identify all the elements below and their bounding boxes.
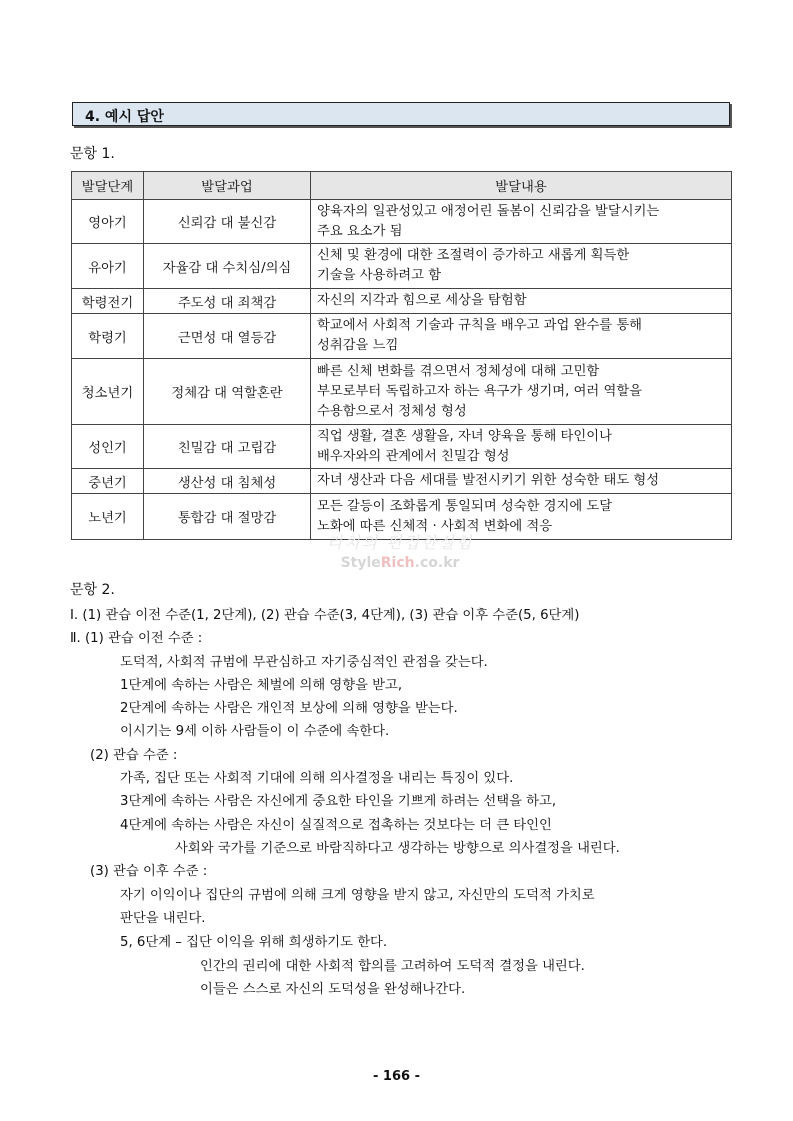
answer-line: 2단계에 속하는 사람은 개인적 보상에 의해 영향을 받는다.: [120, 701, 458, 716]
table-row: [72, 359, 732, 425]
content-cell: [311, 200, 732, 244]
section-header: [72, 102, 730, 126]
answer-line: (2) 관습 수준 :: [90, 748, 178, 763]
table-row: [72, 289, 732, 314]
content-cell: [311, 314, 732, 359]
stage-cell: 성인기: [72, 425, 144, 469]
content-cell: [311, 469, 732, 494]
task-cell: 신뢰감 대 불신감: [144, 200, 311, 244]
answer-line: 이시기는 9세 이하 사람들이 이 수준에 속한다.: [120, 724, 390, 739]
watermark-script: 리치의 편집한실험: [326, 533, 474, 552]
task-cell: 자율감 대 수치심/의심: [144, 244, 311, 289]
table-row: [72, 314, 732, 359]
answer-line: 인간의 권리에 대한 사회적 합의를 고려하여 도덕적 결정을 내린다.: [200, 959, 585, 974]
content-line: 노화에 따른 신체적 · 사회적 변화에 적응: [317, 518, 553, 534]
answer-line: (3) 관습 이후 수준 :: [90, 864, 208, 879]
answer-line: 3단계에 속하는 사람은 자신에게 중요한 타인을 기쁘게 하려는 선택을 하고,: [120, 794, 557, 809]
content-line: 신체 및 환경에 대한 조절력이 증가하고 새롭게 획득한: [317, 248, 630, 263]
answer-line: 이들은 스스로 자신의 도덕성을 완성해나간다.: [200, 982, 466, 997]
content-line: 모든 갈등이 조화롭게 통일되며 성숙한 경지에 도달: [317, 498, 613, 514]
content-line: 자녀 생산과 다음 세대를 발전시키기 위한 성숙한 태도 형성: [317, 473, 660, 488]
content-line: 배우자와의 관계에서 친밀감 형성: [317, 448, 510, 464]
stage-cell: 중년기: [72, 469, 144, 494]
content-cell: [311, 289, 732, 314]
answer-line: 1단계에 속하는 사람은 체벌에 의해 영향을 받고,: [120, 678, 403, 693]
answer-line: Ⅱ. (1) 관습 이전 수준 :: [70, 631, 203, 646]
answer-line: 도덕적, 사회적 규범에 무관심하고 자기중심적인 관점을 갖는다.: [120, 655, 488, 670]
header-content: 발달내용: [311, 172, 732, 200]
table-header-row: [72, 172, 732, 200]
question-2-label: 문항 2.: [70, 582, 115, 598]
content-cell: [311, 244, 732, 289]
content-line: 빠른 신체 변화를 겪으면서 정체성에 대해 고민함: [317, 363, 600, 379]
task-cell: 친밀감 대 고립감: [144, 425, 311, 469]
answer-line: 판단을 내린다.: [120, 911, 206, 926]
task-cell: 정체감 대 역할혼란: [144, 359, 311, 425]
table-row: [72, 200, 732, 244]
answer-line: 사회와 국가를 기준으로 바람직하다고 생각하는 방향으로 의사결정을 내린다.: [175, 841, 620, 856]
table-row: [72, 244, 732, 289]
task-cell: 생산성 대 침체성: [144, 469, 311, 494]
watermark-brand: StyleRich.co.kr: [340, 555, 460, 571]
answer-line: 4단계에 속하는 사람은 자신이 실질적으로 접촉하는 것보다는 더 큰 타인인: [120, 818, 552, 833]
content-cell: [311, 425, 732, 469]
content-line: 자신의 지각과 힘으로 세상을 탐험함: [317, 293, 527, 308]
stage-cell: 영아기: [72, 200, 144, 244]
content-line: 부모로부터 독립하고자 하는 욕구가 생기며, 여러 역할을: [317, 383, 643, 399]
task-cell: 통합감 대 절망감: [144, 494, 311, 540]
content-line: 직업 생활, 결혼 생활을, 자녀 양육을 통해 타인이나: [317, 428, 612, 444]
answer-line: 가족, 집단 또는 사회적 기대에 의해 의사결정을 내리는 특징이 있다.: [120, 771, 514, 786]
answer-line: 자기 이익이나 집단의 규범에 의해 크게 영향을 받지 않고, 자신만의 도덕적 가치로: [120, 888, 595, 903]
task-cell: 근면성 대 열등감: [144, 314, 311, 359]
stage-cell: 학령기: [72, 314, 144, 359]
content-line: 주요 요소가 됨: [317, 223, 403, 239]
table-row: [72, 469, 732, 494]
page-number: - 166 -: [373, 1069, 420, 1084]
header-stage: 발달단계: [72, 172, 144, 200]
task-cell: 주도성 대 죄책감: [144, 289, 311, 314]
stage-cell: 노년기: [72, 494, 144, 540]
watermark: [300, 530, 500, 571]
answer-line: 5, 6단계 – 집단 이익을 위해 희생하기도 한다.: [120, 935, 388, 950]
content-cell: [311, 359, 732, 425]
stage-cell: 청소년기: [72, 359, 144, 425]
content-line: 성취감을 느낌: [317, 338, 399, 353]
table-row: [72, 425, 732, 469]
header-task: 발달과업: [144, 172, 311, 200]
content-line: 양육자의 일관성있고 애정어린 돌봄이 신뢰감을 발달시키는: [317, 203, 660, 219]
development-stage-table: [71, 171, 732, 540]
content-line: 학교에서 사회적 기술과 규칙을 배우고 과업 완수를 통해: [317, 318, 643, 333]
answer-line: Ⅰ. (1) 관습 이전 수준(1, 2단계), (2) 관습 수준(3, 4단계), (3) 관습 이후 수준(5, 6단계): [70, 608, 580, 623]
content-line: 수용함으로서 정체성 형성: [317, 403, 467, 419]
content-line: 기술을 사용하려고 함: [317, 268, 442, 283]
section-title: 4. 예시 답안: [85, 109, 164, 125]
stage-cell: 유아기: [72, 244, 144, 289]
question-1-label: 문항 1.: [70, 146, 115, 162]
stage-cell: 학령전기: [72, 289, 144, 314]
